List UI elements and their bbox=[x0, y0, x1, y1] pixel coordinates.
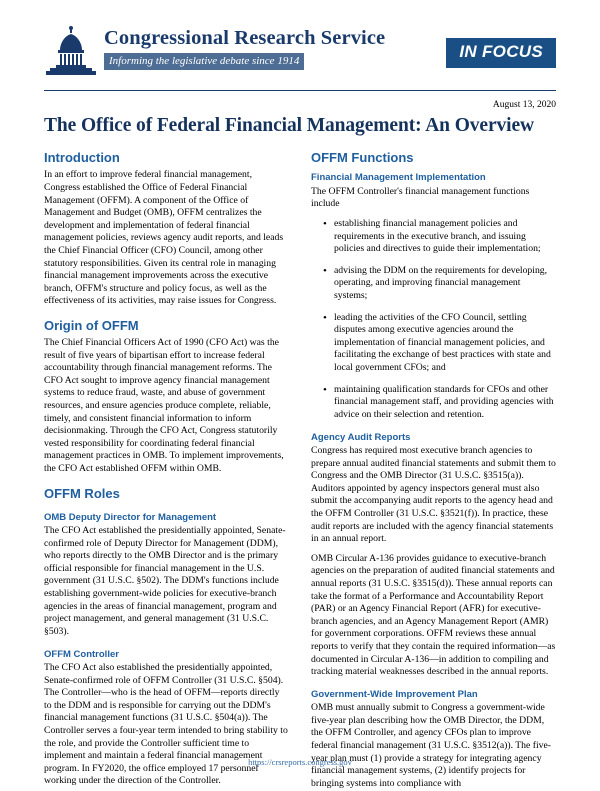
body-columns bbox=[44, 151, 556, 790]
subsection-heading-omb-deputy-director: OMB Deputy Director for Management bbox=[44, 511, 217, 523]
footer bbox=[0, 757, 600, 767]
functions-bullet-list bbox=[311, 218, 556, 422]
publication-date: August 13, 2020 bbox=[492, 100, 556, 110]
list-item: • advising the DDM on the requirements for developing, operating, and improving financial management systems; bbox=[325, 265, 556, 303]
left-column bbox=[44, 151, 289, 790]
in-focus-badge: IN FOCUS bbox=[446, 38, 556, 68]
paragraph-introduction: In an effort to improve federal financial management, Congress established the Office of Federal Financial Management (OFFM). A component of the Office of Management and Budget (OMB), OFFM centralizes the development and implementation of federal financial management policies, reviews agency audit reports, and leads the Chief Financial Officer (CFO) Council, among other statutory responsibilities. Given its central role in managing financial management improvements across the executive branch, OFFM's structure and policy focus, as well as the effectiveness of its activities, may raise issues for Congress. bbox=[44, 169, 284, 307]
crs-reports-link[interactable]: https://crsreports.congress.gov bbox=[248, 757, 352, 767]
capitol-dome-icon bbox=[44, 26, 98, 76]
brand-text bbox=[104, 26, 385, 70]
header-divider bbox=[44, 90, 556, 91]
page-title: The Office of Federal Financial Management: An Overview bbox=[44, 115, 535, 136]
paragraph-agency-audit-reports-2: OMB Circular A-136 provides guidance to executive-branch agencies on the preparation of audited financial statements and annual reports (31 U.S.C. §3515(d)). These annual reports can take the format of a Performance and Accountability Report (PAR) or an Agency Financial Report (AFR) for executive-branch agencies, and an Agency Management Report (AMR) for government corporations. OFFM reviews these annual reports to verify that they contain the required information—as documented in Circular A-136—in addition to compiling and tracking material weaknesses described in the annual reports. bbox=[311, 552, 556, 678]
paragraph-offm-controller: The CFO Act also established the presidentially appointed, Senate-confirmed role of OFFM Controller (31 U.S.C. §504). The Controller—who is the head of OFFM—reports directly to the DDM and is responsible for carrying out the DDM's financial management functions (31 U.S.C. §504(a)). The Controller serves a four-year term intended to bring stability to the role, and provide the Controller sufficient time to implement and maintain a federal financial management program. In FY2020, the office employed 17 personnel working under the direction of the Controller. bbox=[44, 661, 288, 787]
section-heading-offm-roles: OFFM Roles bbox=[44, 485, 120, 501]
paragraph-government-wide-improvement-plan: OMB must annually submit to Congress a government-wide five-year plan describing how the OMB Director, the DDM, the OFFM Controller, and agency CFOs plan to improve federal financial management (31 U.S.C. §3512(a)). The five-year plan must (1) provide a strategy for integrating agency financial management systems, (2) identify projects for bringing systems into compliance with bbox=[311, 702, 552, 789]
crs-brand bbox=[44, 26, 385, 76]
section-heading-origin-of-offm: Origin of OFFM bbox=[44, 318, 139, 334]
right-column bbox=[311, 151, 556, 790]
masthead bbox=[44, 26, 556, 82]
subsection-heading-offm-controller: OFFM Controller bbox=[44, 648, 119, 660]
paragraph-origin-of-offm: The Chief Financial Officers Act of 1990 (CFO Act) was the result of five years of bipartisan effort to increase federal accountability through financial management reforms. The CFO Act sought to improve agency financial management systems to reduce fraud, waste, and abuse of government resources, and ensure agencies produce complete, reliable, timely, and consistent financial information to inform decisionmaking. Through the CFO Act, Congress statutorily vested responsibility for coordinating federal financial management practices in OMB. To implement improvements, the CFO Act established OFFM within OMB. bbox=[44, 337, 284, 475]
section-heading-offm-functions: OFFM Functions bbox=[311, 150, 414, 166]
subsection-heading-financial-management-implementation: Financial Management Implementation bbox=[311, 172, 486, 184]
paragraph-financial-management-implementation: The OFFM Controller's financial management functions include bbox=[311, 185, 530, 210]
section-heading-introduction: Introduction bbox=[44, 150, 120, 166]
paragraph-omb-deputy-director: The CFO Act established the presidentially appointed, Senate-confirmed role of Deputy Director for Management (DDM), who reports directly to the OMB Director and is the primary official responsible for financial management in the U.S. government (31 U.S.C. §502). The DDM's functions include establishing government-wide policies for executive-branch agencies in the areas of financial management, program and project management, and general management (31 U.S.C. §503). bbox=[44, 525, 286, 637]
organization-name: Congressional Research Service bbox=[104, 27, 386, 49]
paragraph-agency-audit-reports-1: Congress has required most executive branch agencies to prepare annual audited financial statements and submit them to Congress and the OMB Director (31 U.S.C. §3515(a)). Auditors appointed by agency inspectors general must also submit the accompanying audit reports to the agency head and the OFFM Controller (31 U.S.C. §3521(f)). In practice, these audit reports are included with the agency financial statements in an annual report. bbox=[311, 444, 556, 545]
subsection-heading-government-wide-improvement-plan: Government-Wide Improvement Plan bbox=[311, 688, 478, 700]
list-item: • maintaining qualification standards for CFOs and other financial management staff, and providing agencies with advice on their selection and retention. bbox=[325, 384, 556, 422]
subsection-heading-agency-audit-reports: Agency Audit Reports bbox=[311, 431, 411, 443]
organization-tagline: Informing the legislative debate since 1914 bbox=[104, 53, 304, 70]
list-item: • establishing financial management policies and requirements in the executive branch, and issuing policies and directives to guide their implementation; bbox=[325, 218, 556, 256]
list-item: • leading the activities of the CFO Council, settling disputes among executive agencies around the implementation of financial management policies, and facilitating the exchange of best practices with state and local government CFOs; and bbox=[325, 312, 556, 375]
